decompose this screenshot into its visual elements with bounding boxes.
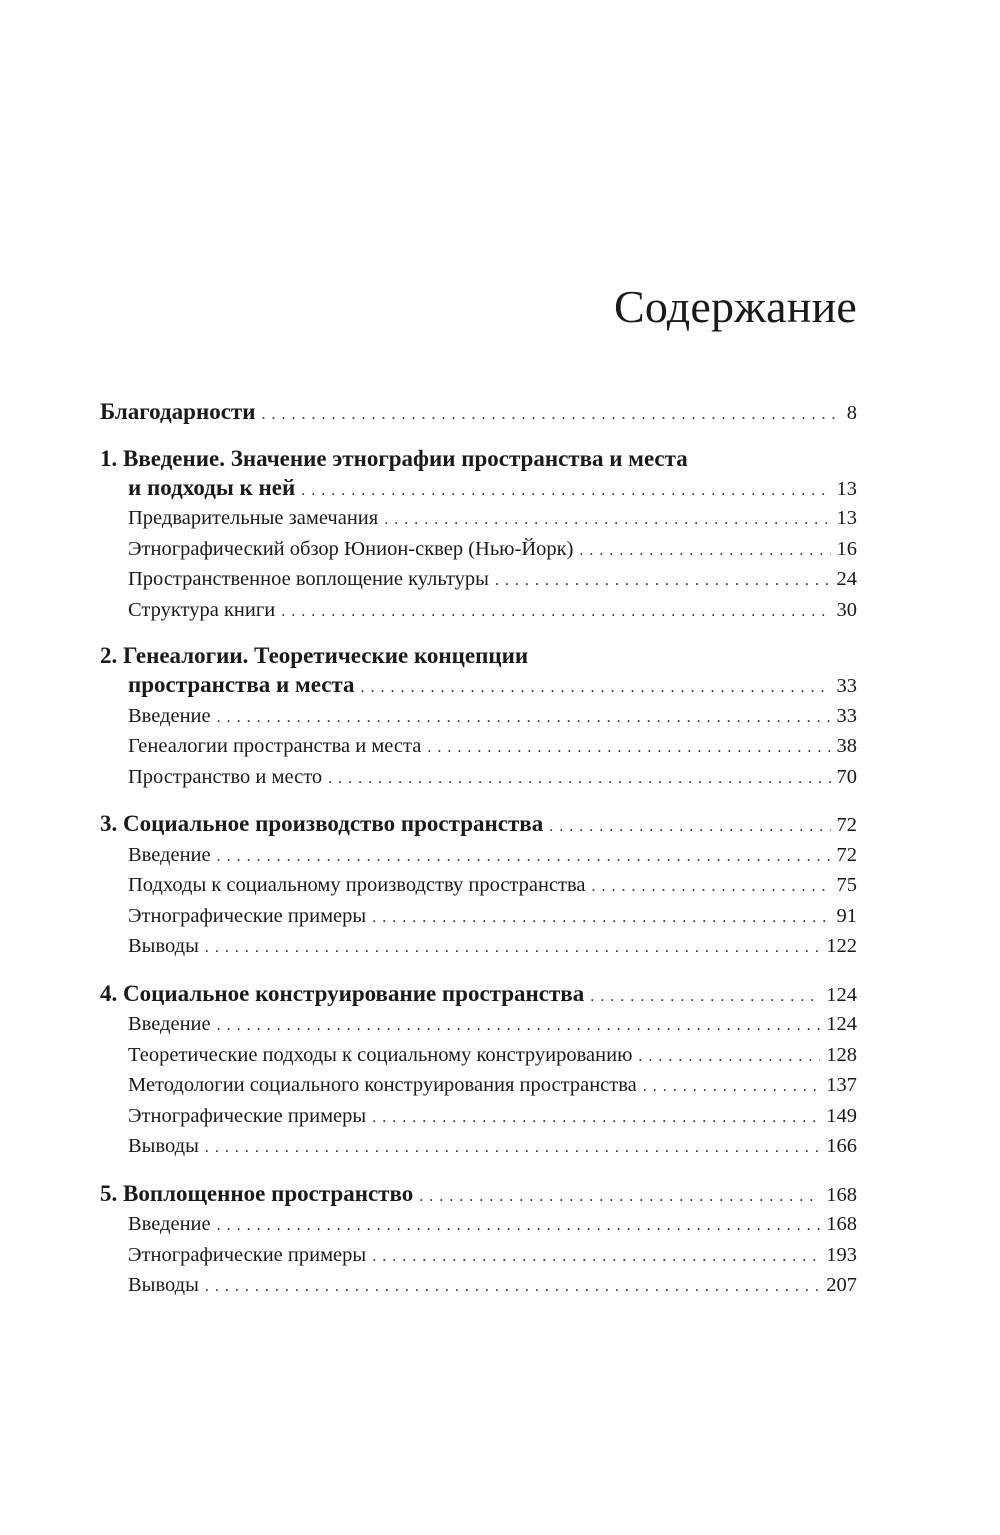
dot-leader (199, 933, 820, 964)
chapter-title: 5. Воплощенное пространство (100, 1180, 414, 1206)
page-number: 168 (826, 1213, 857, 1235)
toc-section-chapter-2 (100, 642, 857, 792)
chapter-title: и подходы к ней (128, 474, 296, 500)
toc-chapter-row[interactable] (100, 670, 857, 701)
toc-subsection-row[interactable] (100, 564, 857, 595)
page-number: 24 (836, 568, 857, 590)
page-number: 122 (826, 935, 857, 957)
subsection-title: Введение (128, 1013, 211, 1035)
dot-leader (632, 1042, 820, 1073)
page-number: 128 (826, 1043, 857, 1066)
page-number: 166 (826, 1135, 857, 1157)
dot-leader (255, 400, 840, 431)
chapter-title: Благодарности (100, 399, 256, 424)
toc-subsection-row[interactable] (100, 870, 857, 901)
dot-leader (586, 872, 831, 903)
toc-chapter-row[interactable] (100, 1179, 857, 1210)
page-number: 207 (826, 1274, 857, 1296)
subsection-title: Подходы к социальному производству пространства (128, 874, 586, 896)
chapter-title-line: 2. Генеалогии. Теоретические концепции (100, 643, 529, 668)
subsection-title: Этнографические примеры (128, 1243, 367, 1266)
table-of-contents (100, 397, 857, 1318)
page-number: 33 (836, 675, 857, 697)
page-number: 16 (836, 537, 857, 560)
page-number: 168 (826, 1183, 857, 1206)
dot-leader (584, 982, 820, 1013)
toc-subsection-row[interactable] (100, 1009, 857, 1040)
page-number: 124 (826, 1013, 857, 1035)
page-number: 193 (826, 1243, 857, 1266)
dot-leader (211, 842, 831, 873)
subsection-title: Введение (128, 843, 211, 866)
toc-subsection-row[interactable] (100, 1040, 857, 1071)
dot-leader (199, 1133, 820, 1164)
page-number: 124 (826, 983, 857, 1006)
subsection-title: Введение (128, 1213, 211, 1235)
toc-subsection-row[interactable] (100, 534, 857, 565)
dot-leader (413, 1182, 820, 1213)
toc-subsection-row[interactable] (100, 1070, 857, 1101)
page-title: Содержание (613, 281, 857, 332)
page-number: 13 (836, 507, 857, 529)
toc-subsection-row[interactable] (100, 1240, 857, 1271)
page-number: 137 (826, 1074, 857, 1096)
subsection-title: Теоретические подходы к социальному конструированию (128, 1043, 633, 1066)
toc-subsection-row[interactable] (100, 701, 857, 732)
subsection-title: Структура книги (128, 598, 276, 621)
toc-section-acknowledgements (100, 397, 857, 428)
page-number: 38 (836, 735, 857, 757)
chapter-title: 4. Социальное конструирование пространства (100, 980, 585, 1006)
dot-leader (573, 536, 830, 567)
subsection-title: Этнографический обзор Юнион-сквер (Нью-Йорк) (128, 537, 574, 560)
dot-leader (355, 673, 831, 704)
page-number: 75 (836, 874, 857, 896)
chapter-title: пространства и места (128, 672, 355, 697)
dot-leader (211, 1011, 821, 1042)
subsection-title: Выводы (128, 935, 199, 957)
subsection-title: Выводы (128, 1135, 199, 1157)
subsection-title: Пространство и место (128, 765, 323, 788)
dot-leader (366, 1242, 820, 1273)
subsection-title: Предварительные замечания (128, 507, 379, 529)
dot-leader (275, 597, 830, 628)
toc-subsection-row[interactable] (100, 731, 857, 762)
page-number: 72 (836, 843, 857, 866)
dot-leader (489, 566, 831, 597)
chapter-title: 3. Социальное производство пространства (100, 811, 544, 836)
dot-leader (378, 505, 830, 536)
toc-subsection-row[interactable] (100, 1131, 857, 1162)
page-number: 13 (836, 477, 857, 500)
toc-section-chapter-5 (100, 1179, 857, 1301)
toc-section-chapter-4 (100, 979, 857, 1162)
chapter-title-line: 1. Введение. Значение этнографии пространства и места (100, 445, 688, 471)
toc-subsection-row[interactable] (100, 840, 857, 871)
toc-subsection-row[interactable] (100, 931, 857, 962)
dot-leader (211, 703, 831, 734)
subsection-title: Выводы (128, 1274, 199, 1296)
dot-leader (421, 733, 830, 764)
toc-subsection-row[interactable] (100, 595, 857, 626)
page-number: 72 (836, 814, 857, 836)
document-page (100, 0, 857, 1535)
dot-leader (211, 1211, 821, 1242)
subsection-title: Введение (128, 704, 211, 727)
subsection-title: Методологии социального конструирования пространства (128, 1074, 637, 1096)
page-number: 91 (836, 904, 857, 927)
toc-chapter-row[interactable] (100, 809, 857, 840)
subsection-title: Пространственное воплощение культуры (128, 568, 489, 590)
dot-leader (322, 764, 830, 795)
page-number: 70 (836, 765, 857, 788)
dot-leader (366, 1103, 820, 1134)
toc-chapter-row[interactable] (100, 473, 857, 504)
dot-leader (295, 476, 830, 507)
dot-leader (543, 812, 830, 843)
toc-chapter-row[interactable] (100, 397, 857, 428)
toc-subsection-row[interactable] (100, 1101, 857, 1132)
toc-subsection-row[interactable] (100, 1209, 857, 1240)
toc-section-chapter-3 (100, 809, 857, 962)
subsection-title: Этнографические примеры (128, 904, 367, 927)
toc-subsection-row[interactable] (100, 1270, 857, 1301)
subsection-title: Этнографические примеры (128, 1104, 367, 1127)
dot-leader (199, 1272, 820, 1303)
page-number: 33 (836, 704, 857, 727)
toc-subsection-row[interactable] (100, 762, 857, 793)
toc-section-chapter-1 (100, 445, 857, 626)
toc-subsection-row[interactable] (100, 901, 857, 932)
subsection-title: Генеалогии пространства и места (128, 735, 422, 757)
page-number: 149 (826, 1104, 857, 1127)
dot-leader (366, 903, 830, 934)
toc-chapter-row[interactable] (100, 979, 857, 1010)
page-number: 8 (846, 402, 857, 424)
dot-leader (637, 1072, 821, 1103)
toc-subsection-row[interactable] (100, 503, 857, 534)
page-number: 30 (836, 598, 857, 621)
